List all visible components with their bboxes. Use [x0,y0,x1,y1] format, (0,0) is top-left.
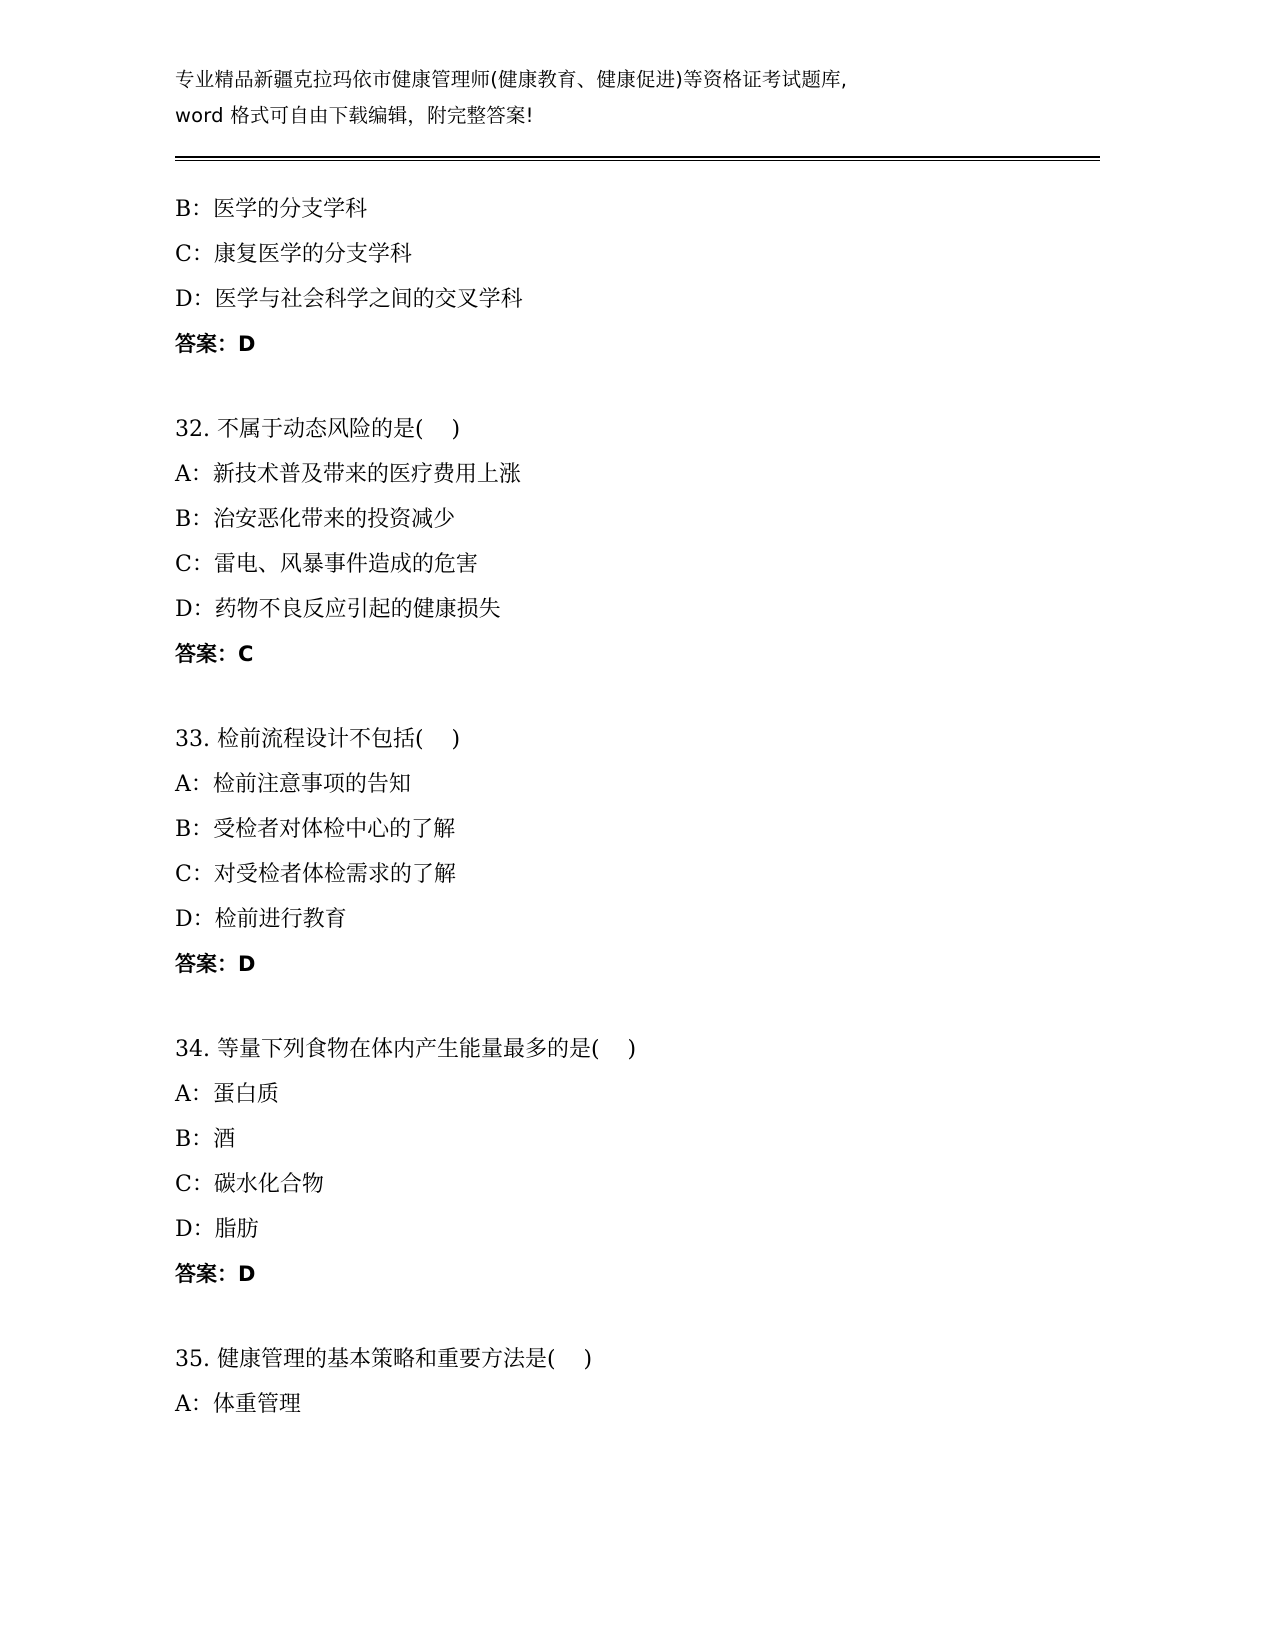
option-d: D：脂肪 [175,1217,259,1242]
option-d: D：药物不良反应引起的健康损失 [175,597,501,622]
question-35 [175,1337,1100,1427]
option-b: B：治安恶化带来的投资减少 [175,507,456,532]
option-c: C：雷电、风暴事件造成的危害 [175,552,478,577]
option-b: B：医学的分支学科 [175,197,368,222]
option-b: B：酒 [175,1127,236,1152]
question-stem: 35. 健康管理的基本策略和重要方法是( ) [175,1347,593,1372]
option-c: C：对受检者体检需求的了解 [175,862,456,887]
page-header [175,62,1100,134]
question-34 [175,1027,1100,1297]
answer-line: 答案：D [175,952,256,976]
question-33 [175,717,1100,987]
option-a: A：体重管理 [175,1392,301,1417]
header-divider [175,156,1100,161]
answer-line: 答案：C [175,642,254,666]
answer-line: 答案：D [175,332,256,356]
option-a: A：新技术普及带来的医疗费用上涨 [175,462,521,487]
option-c: C：康复医学的分支学科 [175,242,412,267]
continued-question-block [175,187,1100,367]
divider-thin-line [175,160,1100,161]
option-a: A：蛋白质 [175,1082,279,1107]
option-a: A：检前注意事项的告知 [175,772,411,797]
document-body [175,187,1100,1427]
answer-line: 答案：D [175,1262,256,1286]
option-c: C：碳水化合物 [175,1172,324,1197]
question-32 [175,407,1100,677]
header-line-2: word 格式可自由下载编辑，附完整答案! [175,104,534,127]
header-line-1: 专业精品新疆克拉玛依市健康管理师(健康教育、健康促进)等资格证考试题库, [175,68,848,91]
question-stem: 32. 不属于动态风险的是( ) [175,417,461,442]
question-stem: 34. 等量下列食物在体内产生能量最多的是( ) [175,1037,637,1062]
option-b: B：受检者对体检中心的了解 [175,817,456,842]
option-d: D：医学与社会科学之间的交叉学科 [175,287,523,312]
question-stem: 33. 检前流程设计不包括( ) [175,727,461,752]
option-d: D：检前进行教育 [175,907,347,932]
